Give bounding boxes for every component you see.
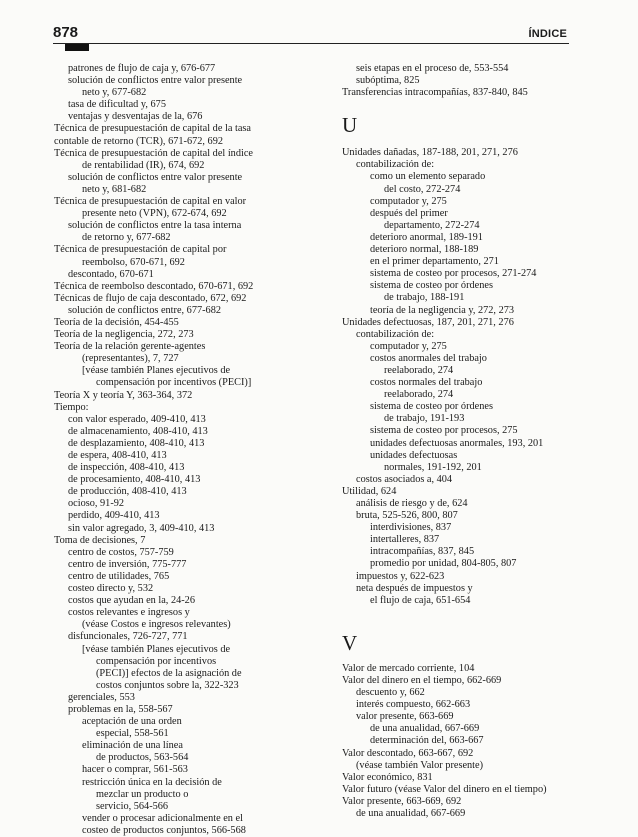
index-entry: reembolso, 670-671, 692 xyxy=(82,256,185,268)
index-entry: Utilidad, 624 xyxy=(342,485,397,497)
index-entry: de trabajo, 188-191 xyxy=(384,292,465,304)
index-entry: con valor esperado, 409-410, 413 xyxy=(68,413,206,425)
index-entry: Teoría X y teoría Y, 363-364, 372 xyxy=(54,389,193,401)
index-entry: compensación por incentivos (PECI)] xyxy=(96,377,252,389)
index-entry: Valor económico, 831 xyxy=(342,771,433,783)
index-entry: solución de conflictos entre valor presente xyxy=(68,75,243,87)
index-entry: (representantes), 7, 727 xyxy=(82,353,179,365)
index-entry: de desplazamiento, 408-410, 413 xyxy=(68,437,205,449)
index-entry: departamento, 272-274 xyxy=(384,219,480,231)
index-entry: deterioro anormal, 189-191 xyxy=(370,231,483,243)
index-entry: Técnica de reembolso descontado, 670-671, 692 xyxy=(54,280,254,292)
index-entry: promedio por unidad, 804-805, 807 xyxy=(370,558,517,570)
index-entry: bruta, 525-526, 800, 807 xyxy=(356,510,458,522)
index-entry: neta después de impuestos y xyxy=(356,582,473,594)
index-entry: sistema de costeo por procesos, 275 xyxy=(370,425,518,437)
index-entry: Valor del dinero en el tiempo, 662-669 xyxy=(342,674,502,686)
index-entry: interés compuesto, 662-663 xyxy=(356,699,471,711)
index-entry: ocioso, 91-92 xyxy=(68,498,125,510)
index-entry: intracompañías, 837, 845 xyxy=(370,546,475,558)
index-entry: Teoría de la decisión, 454-455 xyxy=(54,316,179,328)
page-number: 878 xyxy=(53,24,79,41)
index-entry: el flujo de caja, 651-654 xyxy=(370,594,471,606)
index-entry: tasa de dificultad y, 675 xyxy=(68,99,166,111)
right-u-entries xyxy=(342,147,592,607)
section-letter-u: U xyxy=(342,113,358,138)
index-entry: hacer o comprar, 561-563 xyxy=(82,764,188,776)
index-entry: de producción, 408-410, 413 xyxy=(68,486,187,498)
index-entry: sistema de costeo por órdenes xyxy=(370,401,493,413)
index-entry: de trabajo, 191-193 xyxy=(384,413,465,425)
index-entry: descontado, 670-671 xyxy=(68,268,154,280)
index-entry: Valor presente, 663-669, 692 xyxy=(342,795,462,807)
index-entry: Técnica de presupuestación de capital de la tasa xyxy=(54,123,251,135)
index-entry: Teoría de la negligencia, 272, 273 xyxy=(54,329,194,341)
index-entry: [véase también Planes ejecutivos de xyxy=(82,365,231,377)
index-entry: Técnicas de flujo de caja descontado, 672, 692 xyxy=(54,292,247,304)
index-entry: contabilización de: xyxy=(356,159,435,171)
index-entry: centro de costos, 757-759 xyxy=(68,546,174,558)
index-entry: Valor descontado, 663-667, 692 xyxy=(342,747,474,759)
index-entry: de procesamiento, 408-410, 413 xyxy=(68,474,201,486)
index-entry: después del primer xyxy=(370,207,448,219)
index-entry: neto y, 677-682 xyxy=(82,87,147,99)
index-entry: de una anualidad, 667-669 xyxy=(356,807,466,819)
index-entry: Valor futuro (véase Valor del dinero en el tiempo) xyxy=(342,783,547,795)
index-entry: Técnica de presupuestación de capital por xyxy=(54,244,227,256)
index-entry: costos que ayudan en la, 24-26 xyxy=(68,595,195,607)
index-entry: (véase también Valor presente) xyxy=(356,759,484,771)
index-entry: Unidades defectuosas, 187, 201, 271, 276 xyxy=(342,316,514,328)
index-entry: análisis de riesgo y de, 624 xyxy=(356,498,468,509)
header-rule xyxy=(53,43,569,44)
index-entry: Transferencias intracompañías, 837-840, 845 xyxy=(342,87,528,99)
index-entry: computador y, 275 xyxy=(370,195,447,207)
header-rule-tab xyxy=(65,44,89,51)
index-entry: de una anualidad, 667-669 xyxy=(370,723,480,735)
index-entry: unidades defectuosas anormales, 193, 201 xyxy=(370,437,544,449)
index-entry: restricción única en la decisión de xyxy=(82,776,222,788)
index-entry: costeo directo y, 532 xyxy=(68,583,154,595)
index-entry: neto y, 681-682 xyxy=(82,183,147,195)
index-entry: gerenciales, 553 xyxy=(68,691,135,703)
index-entry: solución de conflictos entre, 677-682 xyxy=(68,304,221,316)
index-entry: normales, 191-192, 201 xyxy=(384,461,482,473)
index-entry: Tiempo: xyxy=(54,401,89,413)
index-entry: centro de utilidades, 765 xyxy=(68,570,170,582)
index-entry: de almacenamiento, 408-410, 413 xyxy=(68,425,208,437)
index-entry: patrones de flujo de caja y, 676-677 xyxy=(68,63,216,74)
index-entry: sistema de costeo por órdenes xyxy=(370,280,493,292)
index-entry: costos conjuntos sobre la, 322-323 xyxy=(96,679,239,691)
index-entry: Valor de mercado corriente, 104 xyxy=(342,662,475,674)
index-entry: contabilización de: xyxy=(356,328,435,340)
index-entry: unidades defectuosas xyxy=(370,449,458,461)
index-entry: teoría de la negligencia y, 272, 273 xyxy=(370,304,515,316)
index-entry: en el primer departamento, 271 xyxy=(370,256,499,268)
index-right-column xyxy=(342,63,592,820)
index-entry: eliminación de una línea xyxy=(82,740,183,752)
index-entry: (PECI)] efectos de la asignación de xyxy=(96,667,242,679)
index-entry: computador y, 275 xyxy=(370,340,447,352)
index-entry: Técnica de presupuestación de capital del índice xyxy=(54,147,253,159)
index-entry: reelaborado, 274 xyxy=(384,364,454,376)
index-entry: costos asociados a, 404 xyxy=(356,473,453,485)
index-entry: del costo, 272-274 xyxy=(384,183,461,195)
index-entry: Unidades dañadas, 187-188, 201, 271, 276 xyxy=(342,147,518,159)
index-entry: perdido, 409-410, 413 xyxy=(68,510,160,522)
index-entry: (véase Costos e ingresos relevantes) xyxy=(82,619,231,631)
index-entry: ventajas y desventajas de la, 676 xyxy=(68,111,203,123)
index-entry: contable de retorno (TCR), 671-672, 692 xyxy=(54,135,223,147)
index-entry: sin valor agregado, 3, 409-410, 413 xyxy=(68,522,215,534)
index-entry: valor presente, 663-669 xyxy=(356,711,454,723)
index-entry: aceptación de una orden xyxy=(82,716,182,728)
index-entry: reelaborado, 274 xyxy=(384,389,454,401)
index-entry: determinación del, 663-667 xyxy=(370,735,484,747)
index-entry: solución de conflictos entre la tasa interna xyxy=(68,220,242,232)
index-entry: solución de conflictos entre valor presente xyxy=(68,171,243,183)
index-entry: Técnica de presupuestación de capital en valor xyxy=(54,196,247,208)
right-top-entries xyxy=(342,63,592,99)
index-entry: de retorno y, 677-682 xyxy=(82,232,171,244)
index-entry: compensación por incentivos xyxy=(96,655,217,667)
index-entry: mezclar un producto o xyxy=(96,788,189,800)
index-entry: costos normales del trabajo xyxy=(370,377,483,389)
index-entry: impuestos y, 622-623 xyxy=(356,570,445,582)
index-entry: descuento y, 662 xyxy=(356,687,425,699)
section-letter-v: V xyxy=(342,630,358,655)
index-entry: de espera, 408-410, 413 xyxy=(68,450,167,461)
index-entry: [véase también Planes ejecutivos de xyxy=(82,643,231,655)
index-entry: de rentabilidad (IR), 674, 692 xyxy=(82,159,205,171)
index-entry: interdivisiones, 837 xyxy=(370,522,452,534)
index-entry: subóptima, 825 xyxy=(356,75,420,87)
index-entry: problemas en la, 558-567 xyxy=(68,703,173,715)
index-entry: disfuncionales, 726-727, 771 xyxy=(68,631,188,643)
index-entry: costeo de productos conjuntos, 566-568 xyxy=(82,824,246,836)
index-entry: costos relevantes e ingresos y xyxy=(68,607,190,619)
index-entry: presente neto (VPN), 672-674, 692 xyxy=(82,208,227,220)
index-entry: de productos, 563-564 xyxy=(96,752,189,764)
index-entry: vender o procesar adicionalmente en el xyxy=(82,812,243,824)
right-v-entries xyxy=(342,663,592,820)
index-entry: como un elemento separado xyxy=(370,171,486,183)
index-entry: de inspección, 408-410, 413 xyxy=(68,462,185,474)
index-entry: costos anormales del trabajo xyxy=(370,352,487,364)
index-entry: Toma de decisiones, 7 xyxy=(54,534,146,546)
index-left-column xyxy=(54,63,316,837)
index-entry: seis etapas en el proceso de, 553-554 xyxy=(356,63,509,74)
index-entry: sistema de costeo por procesos, 271-274 xyxy=(370,268,537,280)
index-entry: centro de inversión, 775-777 xyxy=(68,558,187,570)
index-entry: especial, 558-561 xyxy=(96,728,169,740)
running-head: ÍNDICE xyxy=(528,28,567,40)
index-entry: Teoría de la relación gerente-agentes xyxy=(54,341,206,353)
index-entry: servicio, 564-566 xyxy=(96,800,169,812)
index-entry: deterioro normal, 188-189 xyxy=(370,244,479,256)
index-entry: intertalleres, 837 xyxy=(370,534,440,546)
